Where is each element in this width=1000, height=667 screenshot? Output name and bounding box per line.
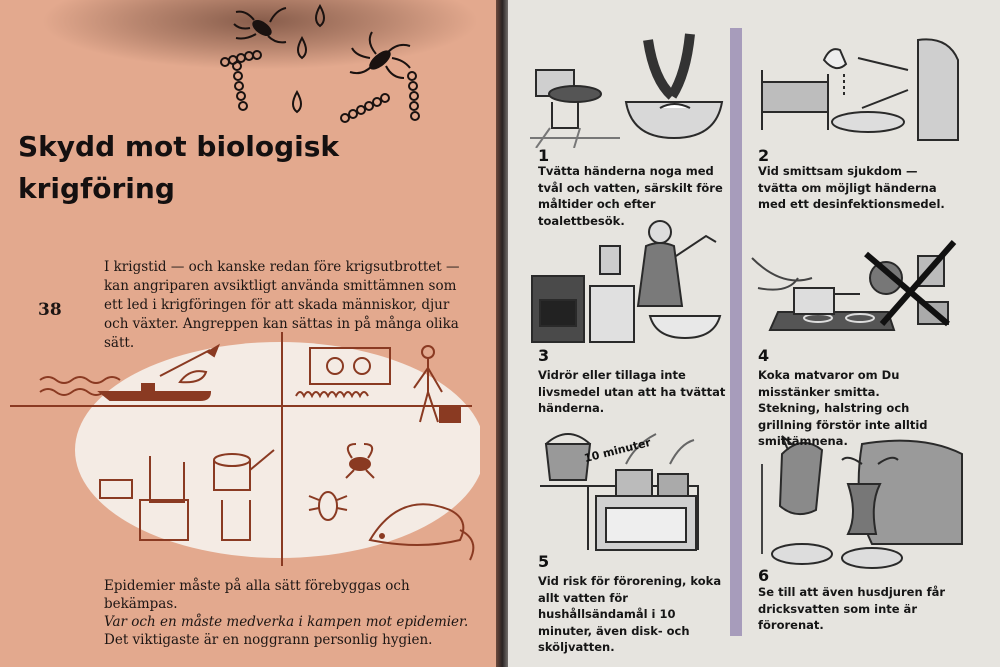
step-text-2: Vid smittsam sjukdom — tvätta om möjligt händerna med ett desinfektionsmedel.	[758, 164, 945, 211]
step-text-1: Tvätta händerna noga med tvål och vatten, särskilt före måltider och efter toalettbesök.	[538, 164, 723, 228]
pot-timer-label: 10 minuter	[582, 435, 653, 465]
water-trough-icon	[772, 544, 902, 568]
title-line-2: krigföring	[18, 172, 175, 205]
mixing-bowl-icon	[650, 316, 720, 338]
step-number-4: 4	[758, 346, 770, 365]
hands-icon	[648, 34, 690, 108]
step-number-2: 2	[758, 146, 770, 165]
toilet-icon	[536, 70, 601, 128]
light-ellipse	[75, 342, 480, 558]
page-title	[18, 126, 478, 210]
bed-icon	[762, 70, 828, 130]
step-number-1: 1	[538, 146, 550, 165]
saucepan-icon	[794, 288, 860, 314]
outro-line-2: Var och en måste medverka i kampen mot epidemier.	[104, 614, 469, 630]
cupboard-icon	[590, 246, 634, 342]
step-number-3: 3	[538, 346, 550, 365]
cow-icon	[842, 441, 962, 544]
step-text-6: Se till att även husdjuren får dricksvatten som inte är förorenat.	[758, 585, 946, 632]
stove-icon	[532, 276, 584, 342]
outro-line-1: Epidemier måste på alla sätt förebyggas och bekämpas.	[104, 578, 410, 612]
right-page	[508, 0, 1000, 667]
attack-methods-illustration	[10, 330, 480, 570]
bacteria-chain-icon	[221, 51, 419, 122]
step-number-5: 5	[538, 552, 550, 571]
column-divider	[730, 28, 742, 636]
germs-illustration	[180, 0, 480, 140]
droplet-icon	[293, 6, 324, 112]
intro-paragraph: I krigstid — och kanske redan före krigsutbrottet — kan angriparen avsiktligt använda smittämnen som ett led i krigföringen för att skada människor, djur och växter. Angreppen kan sättas in på många olika sätt.	[104, 259, 460, 351]
page-number: 38	[38, 300, 62, 320]
hand-washing-illustration	[530, 30, 726, 148]
outro-line-3: Det viktigaste är en noggrann personlig hygien.	[104, 632, 433, 648]
stove-icon	[596, 496, 696, 550]
step-number-6: 6	[758, 566, 770, 585]
cooking-illustration	[748, 228, 974, 340]
step-text-4: Koka matvaror om Du misstänker smitta. Stekning, halstring och grillning förstör inte alltid smittämnena.	[758, 368, 928, 448]
disinfect-illustration	[758, 30, 970, 148]
basin-icon	[832, 112, 904, 132]
kitchen-illustration	[530, 216, 726, 344]
cook-woman-icon	[638, 221, 716, 306]
title-line-1: Skydd mot biologisk	[18, 130, 340, 163]
step-text-3: Vidrör eller tillaga inte livsmedel utan att ha tvättat händerna.	[538, 368, 726, 415]
outro-paragraph	[104, 577, 484, 649]
step-text-5: Vid risk för förorening, koka allt vatten för hushållsändamål i 10 minuter, även disk- och sköljvatten.	[538, 574, 722, 654]
bacterium-icon	[234, 8, 410, 78]
